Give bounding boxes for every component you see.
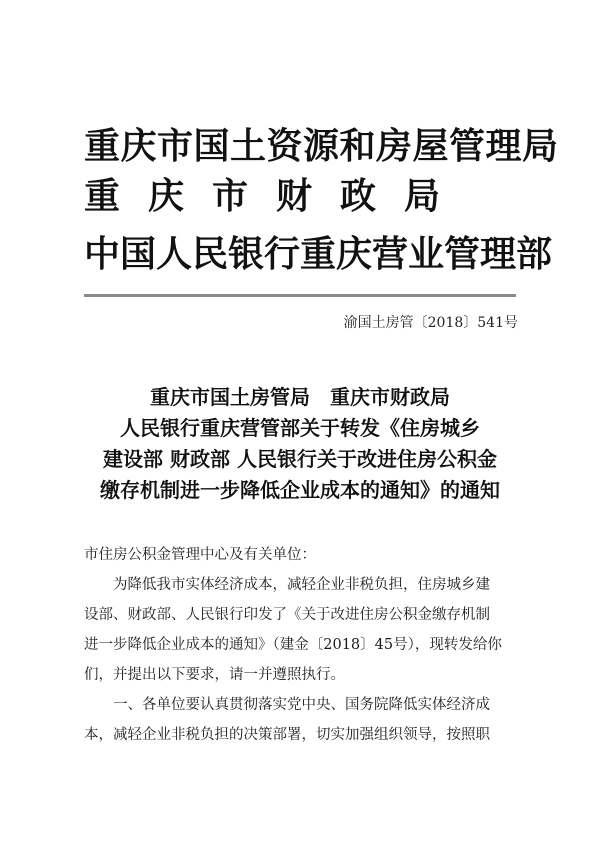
recipient-line: 市住房公积金管理中心及有关单位：: [84, 547, 316, 563]
paragraph-line: 进一步降低企业成本的通知》（建金〔2018〕45号），现转发给你: [84, 637, 502, 653]
paragraph-line: 一、各单位要认真贯彻落实党中央、国务院降低实体经济成: [113, 697, 490, 713]
paragraph-line: 本，减轻企业非税负担的决策部署，切实加强组织领导，按照职: [84, 727, 490, 743]
issuing-org-2: 重庆市财政局: [84, 176, 469, 217]
document-body: [84, 540, 516, 750]
title-line: 人民银行重庆营管部关于转发《住房城乡: [120, 416, 480, 440]
paragraph-line: 为降低我市实体经济成本，减轻企业非税负担，住房城乡建: [113, 577, 490, 593]
header-divider: [84, 294, 516, 297]
title-line: 建设部 财政部 人民银行关于改进住房公积金: [103, 447, 497, 471]
issuing-org-1: 重庆市国土资源和房屋管理局: [84, 126, 559, 167]
paragraph-2: [84, 690, 516, 750]
document-title: [70, 382, 530, 506]
paragraph-line: 设部、财政部、人民银行印发了《关于改进住房公积金缴存机制: [84, 607, 490, 623]
document-number: 渝国土房管〔2018〕541号: [343, 315, 518, 331]
title-line: 重庆市国土房管局 重庆市财政局: [150, 385, 450, 409]
paragraph-1: [84, 570, 516, 690]
paragraph-line: 们，并提出以下要求，请一并遵照执行。: [84, 667, 345, 683]
issuing-org-3: 中国人民银行重庆营业管理部: [84, 234, 553, 275]
title-line: 缴存机制进一步降低企业成本的通知》的通知: [100, 478, 500, 502]
